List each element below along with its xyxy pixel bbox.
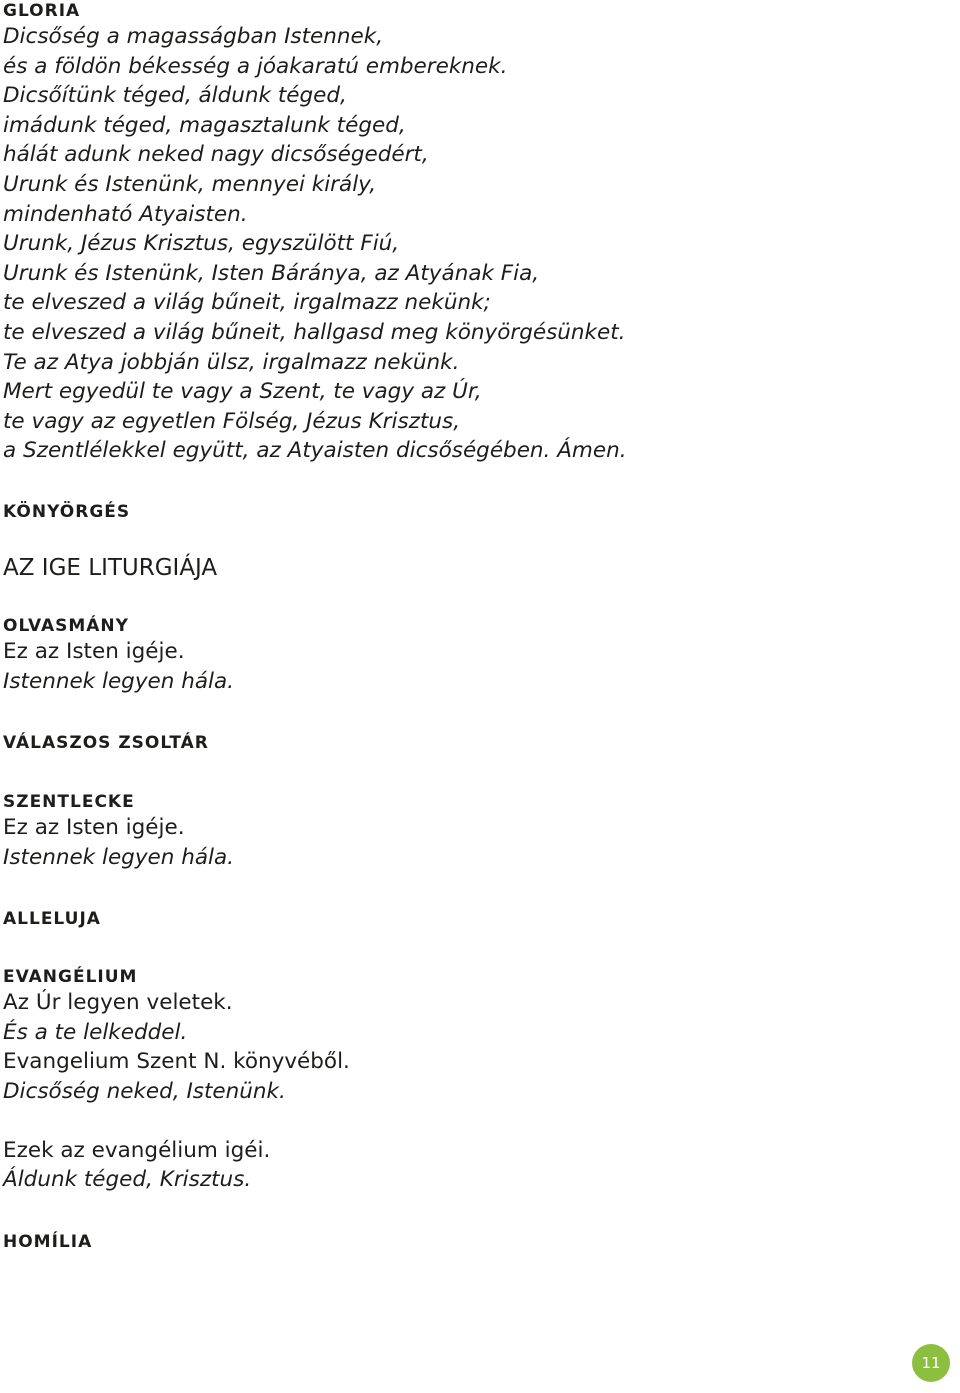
gloria-label: GLORIA [3, 1, 81, 21]
gloria-line: te elveszed a világ bűneit, irgalmazz nekünk; [3, 290, 491, 316]
olvasmany-call: Ez az Isten igéje. [3, 638, 185, 664]
evangelium-greeting: Az Úr legyen veletek. [3, 990, 233, 1016]
gloria-line: hálát adunk neked nagy dicsőségedért, [3, 142, 429, 168]
gloria-line: mindenható Atyaisten. [3, 201, 248, 227]
szentlecke-response: Istennek legyen hála. [3, 844, 235, 870]
szentlecke-section [3, 791, 943, 872]
evangelium-closing-response: Áldunk téged, Krisztus. [3, 1167, 252, 1193]
alleluja-label: ALLELUJA [3, 909, 101, 930]
homilia-label: HOMÍLIA [3, 1231, 93, 1252]
evangelium-greeting-response: És a te lelkeddel. [3, 1019, 188, 1045]
gloria-line: Urunk és Istenünk, mennyei király, [3, 171, 377, 197]
szentlecke-label: SZENTLECKE [3, 792, 135, 813]
liturgy-page [3, 0, 943, 1253]
olvasmany-label: OLVASMÁNY [3, 615, 129, 636]
gloria-line: Mert egyedül te vagy a Szent, te vagy az Úr, [3, 379, 482, 405]
gloria-line: te elveszed a világ bűneit, hallgasd meg könyörgésünket. [3, 319, 626, 345]
evangelium-announce: Evangelium Szent N. könyvéből. [3, 1049, 350, 1075]
gloria-line: Dicsőség a magasságban Istennek, [3, 24, 384, 49]
page-number-badge: 11 [912, 1344, 950, 1382]
gloria-line: te vagy az egyetlen Fölség, Jézus Krisztus, [3, 408, 461, 434]
gloria-section [3, 0, 943, 466]
gloria-line: imádunk téged, magasztalunk téged, [3, 112, 406, 138]
gloria-text [3, 22, 943, 466]
valaszos-zsoltar-label: VÁLASZOS ZSOLTÁR [3, 733, 209, 754]
gloria-line: Urunk és Istenünk, Isten Báránya, az Atyának Fia, [3, 260, 540, 286]
gloria-line: Dicsőítünk téged, áldunk téged, [3, 83, 347, 109]
ige-liturgiaja-heading: AZ IGE LITURGIÁJA [3, 554, 218, 581]
evangelium-section [3, 966, 943, 1195]
evangelium-label: EVANGÉLIUM [3, 967, 138, 988]
olvasmany-section [3, 615, 943, 696]
gloria-line: a Szentlélekkel együtt, az Atyaisten dicsőségében. Ámen. [3, 438, 627, 464]
konyorges-label: KÖNYÖRGÉS [3, 501, 131, 522]
szentlecke-call: Ez az Isten igéje. [3, 815, 185, 841]
olvasmany-response: Istennek legyen hála. [3, 668, 235, 694]
gloria-line: és a földön békesség a jóakaratú embereknek. [3, 53, 508, 79]
evangelium-closing: Ezek az evangélium igéi. [3, 1137, 271, 1163]
gloria-line: Te az Atya jobbján ülsz, irgalmazz nekünk. [3, 349, 460, 375]
gloria-line: Urunk, Jézus Krisztus, egyszülött Fiú, [3, 231, 400, 257]
evangelium-announce-response: Dicsőség neked, Istenünk. [3, 1079, 286, 1105]
